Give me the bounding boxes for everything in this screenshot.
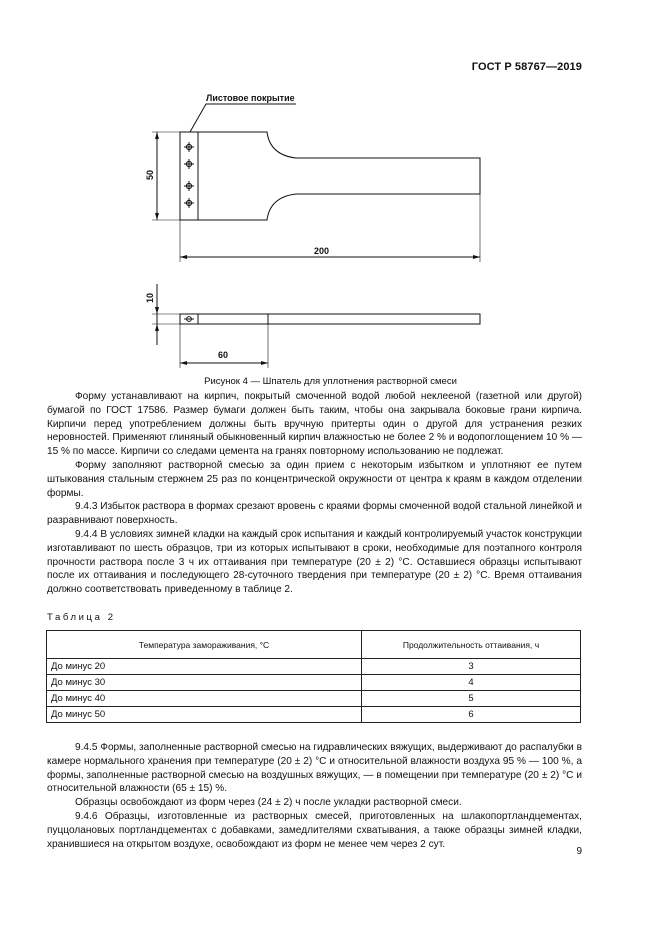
paragraph: 9.4.3 Избыток раствора в формах срезают вровень с краями формы смоченной водой стальной линейкой и разравнивают поверхность. [47,501,582,527]
temperature-cell: До минус 20 [47,659,362,675]
paragraph: 9.4.5 Формы, заполненные растворной смесью на гидравлических вяжущих, выдерживают до распалубки в камере нормального хранения при температуре (20 ± 2) °С и относительной влажности воздуха 95 % — 100 %, а формы, заполненные растворной смесью на воздушных вяжущих, — в помещении при температуре (20 ± 2) °С и относительной влажности (65 ± 15) %. [47,742,582,795]
spatula-drawing [0,0,661,372]
paragraph: 9.4.6 Образцы, изготовленные из растворных смесей, приготовленных на шлакопортландцементах, пуццолановых портландцементах с добавками, замедлителями схватывания, а также образцы зимней кладки, хранившиеся на открытом воздухе, освобождают из форм не менее чем через 2 сут. [47,810,582,850]
spatula-side-outline [180,314,480,324]
rivet-icon [184,198,194,208]
standard-number: ГОСТ Р 58767—2019 [471,61,582,73]
rivet-icon [184,159,194,169]
rivet-icon [184,181,194,191]
bottom-dimension-label: 60 [218,350,229,360]
table-row [47,691,581,707]
text-block-1 [47,390,582,597]
spatula-top-outline [180,132,480,220]
table-row [47,707,581,723]
paragraph: Образцы освобождают из форм через (24 ± 2) ч после укладки растворной смеси. [75,797,462,809]
column-header-temperature: Температура замораживания, °С [47,631,362,659]
paragraph: 9.4.4 В условиях зимней кладки на каждый срок испытания и каждый контролируемый участок конструкции изготавливают по шесть образцов, три из которых испытывают в сроки, необходимые для поэтапного контроля прочности раствора после 3 ч их оттаивания при температуре (20 ± 2) °С. Оставшиеся образцы испытывают после их оттаивания и последующего 28-суточного твердения при температуре (20 ± 2) °С. Время оттаивания должно соответствовать приведенному в таблице 2. [47,528,582,596]
callout-leader [190,104,296,132]
duration-cell: 5 [362,691,581,707]
table-caption: Таблица 2 [47,612,116,623]
rivet-icon [184,317,194,322]
callout-label: Листовое покрытие [206,93,295,103]
table-row [47,659,581,675]
thickness-dimension-label: 10 [145,292,155,303]
duration-cell: 6 [362,707,581,723]
paragraph: Форму устанавливают на кирпич, покрытый смоченной водой любой неклееной (газетной или другой) бумагой по ГОСТ 17586. Размер бумаги должен быть таким, чтобы она закрывала боковые грани кирпича. Кирпичи перед употреблением должны быть вручную притерты один о другой для устранения резких неровностей. Применяют глиняный обыкновенный кирпич влажностью не более 2 % и водопоглощением 10 % — 15 % по массе. Кирпичи со следами цемента на гранях повторному использованию не подлежат. [47,391,582,458]
rivet-icon [184,142,194,152]
figure-caption: Рисунок 4 — Шпатель для уплотнения растворной смеси [204,376,457,387]
duration-cell: 3 [362,659,581,675]
duration-cell: 4 [362,675,581,691]
length-dimension-label: 200 [314,246,330,256]
paragraph: Форму заполняют растворной смесью за один прием с некоторым избытком и уплотняют ее путем штыкования стальным стержнем 25 раз по концентрической окружности от центра к краям в каждом отделении формы. [47,459,582,499]
temperature-cell: До минус 40 [47,691,362,707]
table-row [47,675,581,691]
table-header-row [47,631,581,659]
thawing-time-table [46,630,581,723]
page-number: 9 [576,846,582,857]
temperature-cell: До минус 50 [47,707,362,723]
height-dimension-label: 50 [145,169,155,180]
temperature-cell: До минус 30 [47,675,362,691]
column-header-duration: Продолжительность оттаивания, ч [362,631,581,659]
text-block-2 [47,741,582,851]
